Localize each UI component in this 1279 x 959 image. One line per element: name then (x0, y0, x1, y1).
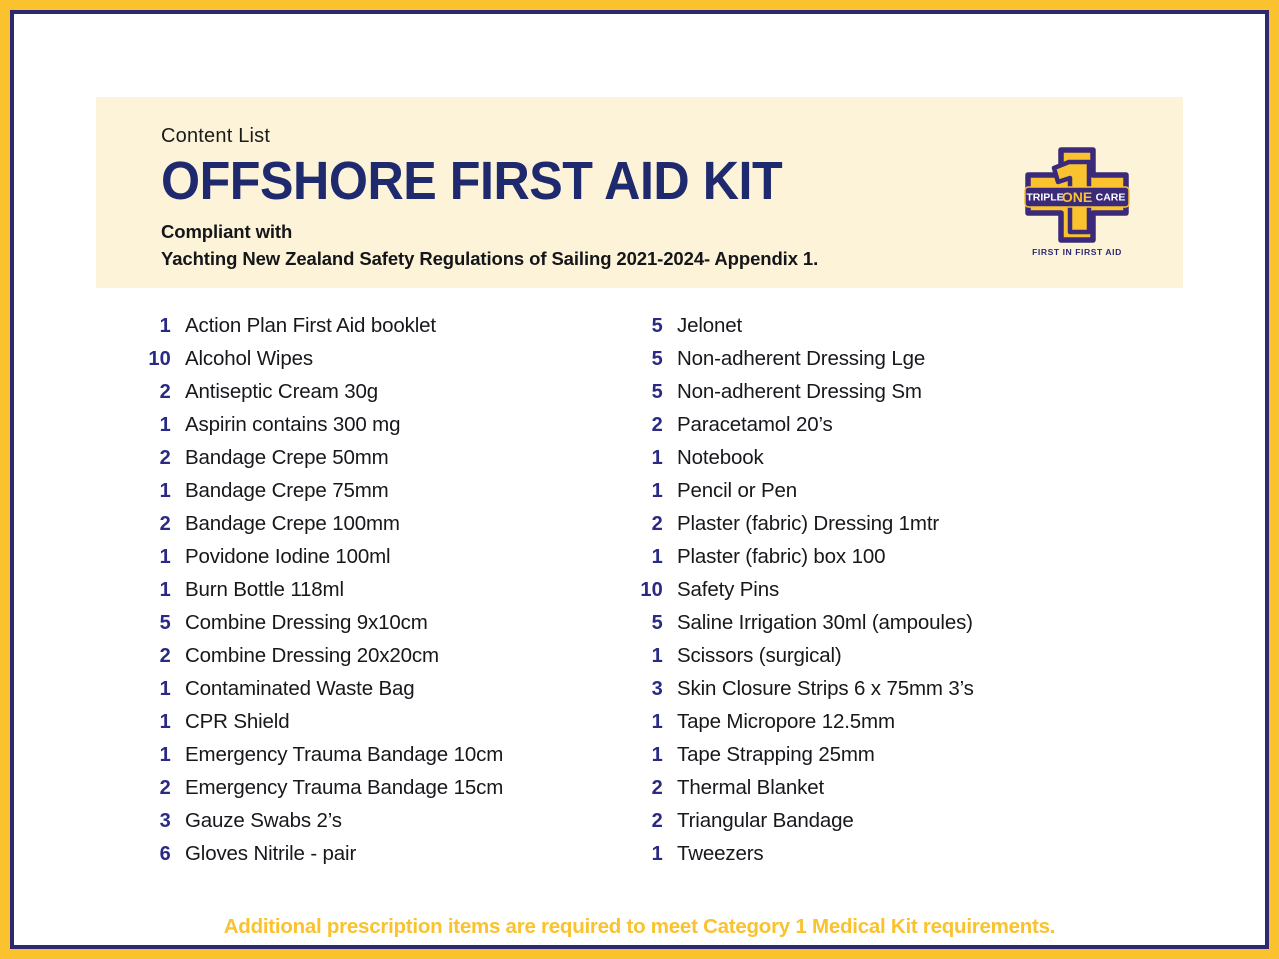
item-name: Thermal Blanket (677, 776, 825, 799)
list-item (631, 677, 1101, 710)
list-item (631, 578, 1101, 611)
item-name: Safety Pins (677, 578, 780, 601)
item-quantity: 5 (651, 612, 663, 634)
item-name: Notebook (677, 446, 764, 469)
item-quantity: 1 (651, 480, 663, 502)
item-name: Burn Bottle 118ml (185, 578, 344, 601)
contents-list (14, 314, 1265, 874)
item-quantity: 2 (651, 414, 663, 436)
item-quantity: 3 (159, 810, 171, 832)
header-banner (96, 97, 1183, 288)
item-name: Paracetamol 20’s (677, 413, 833, 436)
item-quantity: 2 (159, 645, 171, 667)
list-item (139, 479, 609, 512)
item-quantity: 5 (651, 348, 663, 370)
item-quantity: 1 (159, 480, 171, 502)
list-item (631, 479, 1101, 512)
list-item (631, 743, 1101, 776)
item-name: Gloves Nitrile - pair (185, 842, 357, 865)
contents-column-left (139, 314, 609, 875)
item-quantity: 6 (159, 843, 171, 865)
item-quantity: 1 (159, 579, 171, 601)
item-name: Gauze Swabs 2’s (185, 809, 342, 832)
list-item (631, 413, 1101, 446)
item-name: Bandage Crepe 50mm (185, 446, 389, 469)
item-quantity: 10 (148, 348, 171, 370)
list-item (631, 512, 1101, 545)
item-quantity: 5 (651, 315, 663, 337)
list-item (139, 809, 609, 842)
item-name: Non-adherent Dressing Lge (677, 347, 926, 370)
list-item (631, 314, 1101, 347)
list-item (139, 380, 609, 413)
list-item (631, 347, 1101, 380)
page-title: OFFSHORE FIRST AID KIT (161, 151, 783, 211)
list-item (631, 710, 1101, 743)
item-name: Emergency Trauma Bandage 15cm (185, 776, 504, 799)
list-item (139, 776, 609, 809)
list-item (139, 644, 609, 677)
item-name: Non-adherent Dressing Sm (677, 380, 922, 403)
item-name: Bandage Crepe 100mm (185, 512, 400, 535)
list-item (631, 644, 1101, 677)
item-quantity: 2 (159, 777, 171, 799)
item-quantity: 3 (651, 678, 663, 700)
item-name: Antiseptic Cream 30g (185, 380, 378, 403)
item-name: Tweezers (677, 842, 764, 865)
list-item (139, 545, 609, 578)
item-name: Triangular Bandage (677, 809, 854, 832)
list-item (139, 743, 609, 776)
item-quantity: 1 (159, 315, 171, 337)
item-quantity: 1 (651, 546, 663, 568)
list-item (631, 446, 1101, 479)
list-item (631, 611, 1101, 644)
item-name: Tape Strapping 25mm (677, 743, 875, 766)
item-name: Tape Micropore 12.5mm (677, 710, 895, 733)
list-item (139, 578, 609, 611)
item-quantity: 2 (651, 810, 663, 832)
list-item (631, 776, 1101, 809)
header-text-block (161, 125, 981, 272)
compliance-label: Compliant with (161, 220, 293, 242)
item-quantity: 2 (159, 513, 171, 535)
compliance-standard: Yachting New Zealand Safety Regulations of Sailing 2021-2024- Appendix 1. (161, 247, 819, 269)
logo-word-triple: TRIPLE (1026, 191, 1064, 204)
contents-column-right (631, 314, 1101, 875)
item-name: Alcohol Wipes (185, 347, 313, 370)
list-item (139, 347, 609, 380)
item-quantity: 1 (159, 414, 171, 436)
item-name: Combine Dressing 20x20cm (185, 644, 439, 667)
item-quantity: 10 (640, 579, 663, 601)
brand-logo (1018, 147, 1136, 265)
item-quantity: 1 (651, 645, 663, 667)
item-quantity: 5 (651, 381, 663, 403)
item-name: Pencil or Pen (677, 479, 797, 502)
list-item (631, 380, 1101, 413)
item-name: Scissors (surgical) (677, 644, 842, 667)
item-quantity: 2 (651, 513, 663, 535)
item-name: Saline Irrigation 30ml (ampoules) (677, 611, 973, 634)
list-item (139, 446, 609, 479)
item-name: Plaster (fabric) box 100 (677, 545, 886, 568)
list-item (631, 842, 1101, 875)
item-quantity: 1 (651, 744, 663, 766)
triple-one-care-cross-icon (1023, 147, 1131, 243)
item-name: Plaster (fabric) Dressing 1mtr (677, 512, 940, 535)
item-quantity: 1 (159, 711, 171, 733)
item-quantity: 1 (159, 546, 171, 568)
logo-tagline: FIRST IN FIRST AID (1032, 247, 1122, 257)
kicker-label: Content List (161, 125, 271, 147)
item-name: Combine Dressing 9x10cm (185, 611, 428, 634)
footer-note: Additional prescription items are required to meet Category 1 Medical Kit requirements. (223, 915, 1056, 938)
list-item (139, 314, 609, 347)
item-quantity: 1 (651, 843, 663, 865)
list-item (139, 842, 609, 875)
list-item (631, 545, 1101, 578)
item-name: Emergency Trauma Bandage 10cm (185, 743, 504, 766)
item-quantity: 1 (651, 711, 663, 733)
item-name: CPR Shield (185, 710, 290, 733)
list-item (139, 677, 609, 710)
item-quantity: 1 (159, 744, 171, 766)
list-item (139, 611, 609, 644)
page-sheet (14, 14, 1265, 945)
item-name: Povidone Iodine 100ml (185, 545, 391, 568)
item-quantity: 1 (159, 678, 171, 700)
item-name: Action Plan First Aid booklet (185, 314, 436, 337)
item-quantity: 2 (159, 447, 171, 469)
item-name: Contaminated Waste Bag (185, 677, 415, 700)
list-item (139, 413, 609, 446)
page-navy-border (10, 10, 1269, 949)
item-name: Jelonet (677, 314, 743, 337)
item-quantity: 1 (651, 447, 663, 469)
item-name: Skin Closure Strips 6 x 75mm 3’s (677, 677, 974, 700)
item-name: Aspirin contains 300 mg (185, 413, 401, 436)
item-quantity: 2 (651, 777, 663, 799)
item-quantity: 2 (159, 381, 171, 403)
logo-word-care: CARE (1095, 191, 1126, 204)
logo-word-one: ONE (1061, 189, 1093, 205)
item-quantity: 5 (159, 612, 171, 634)
item-name: Bandage Crepe 75mm (185, 479, 389, 502)
list-item (139, 512, 609, 545)
list-item (631, 809, 1101, 842)
list-item (139, 710, 609, 743)
